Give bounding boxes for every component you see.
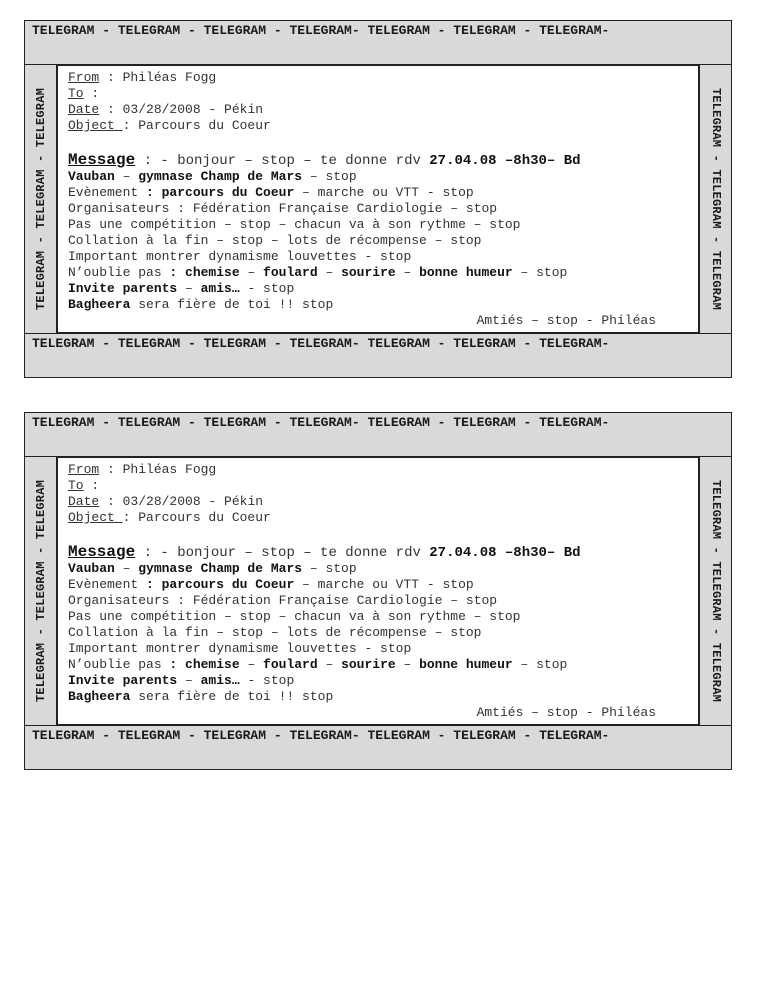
message-line-7: Important montrer dynamisme louvettes - stop xyxy=(68,249,412,264)
message-line-10: Bagheera sera fière de toi !! stop xyxy=(68,689,334,704)
bottom-band xyxy=(25,333,731,377)
message-line: Message : - bonjour – stop – te donne rdv 27.04.08 –8h30– Bd xyxy=(68,151,581,169)
bottom-band xyxy=(25,725,731,769)
message-line-10: Bagheera sera fière de toi !! stop xyxy=(68,297,334,312)
right-side-band xyxy=(699,65,731,333)
message-line-8: N’oublie pas : chemise – foulard – sourire – bonne humeur – stop xyxy=(68,265,568,280)
to-line: To : xyxy=(68,86,100,101)
top-band xyxy=(25,413,731,457)
side-text: TELEGRAM - TELEGRAM - TELEGRAM xyxy=(33,87,48,311)
message-line-5: Pas une compétition – stop – chacun va à son rythme – stop xyxy=(68,609,521,624)
object-line: Object : Parcours du Coeur xyxy=(68,118,271,133)
band-text: TELEGRAM - TELEGRAM - TELEGRAM - TELEGRAM- TELEGRAM - TELEGRAM - TELEGRAM- xyxy=(32,336,610,351)
date-line: Date : 03/28/2008 - Pékin xyxy=(68,494,264,509)
top-band xyxy=(25,21,731,65)
side-text: TELEGRAM - TELEGRAM - TELEGRAM xyxy=(708,87,723,311)
message-line-2: Vauban – gymnase Champ de Mars – stop xyxy=(68,169,357,184)
message-line-2: Vauban – gymnase Champ de Mars – stop xyxy=(68,561,357,576)
telegram-card-2 xyxy=(24,412,732,770)
message-body xyxy=(57,65,699,333)
message-line-3: Evènement : parcours du Coeur – marche ou VTT - stop xyxy=(68,185,474,200)
from-line: From : Philéas Fogg xyxy=(68,462,217,477)
object-line: Object : Parcours du Coeur xyxy=(68,510,271,525)
message-line-4: Organisateurs : Fédération Française Cardiologie – stop xyxy=(68,201,498,216)
message-line-7: Important montrer dynamisme louvettes - stop xyxy=(68,641,412,656)
message-line-3: Evènement : parcours du Coeur – marche ou VTT - stop xyxy=(68,577,474,592)
date-line: Date : 03/28/2008 - Pékin xyxy=(68,102,264,117)
side-text: TELEGRAM - TELEGRAM - TELEGRAM xyxy=(708,479,723,703)
from-line: From : Philéas Fogg xyxy=(68,70,217,85)
message-line-6: Collation à la fin – stop – lots de récompense – stop xyxy=(68,233,482,248)
side-text: TELEGRAM - TELEGRAM - TELEGRAM xyxy=(33,479,48,703)
message-line-6: Collation à la fin – stop – lots de récompense – stop xyxy=(68,625,482,640)
message-line-4: Organisateurs : Fédération Française Cardiologie – stop xyxy=(68,593,498,608)
left-side-band xyxy=(25,457,57,725)
message-line-5: Pas une compétition – stop – chacun va à son rythme – stop xyxy=(68,217,521,232)
message-line: Message : - bonjour – stop – te donne rdv 27.04.08 –8h30– Bd xyxy=(68,543,581,561)
band-text: TELEGRAM - TELEGRAM - TELEGRAM - TELEGRAM- TELEGRAM - TELEGRAM - TELEGRAM- xyxy=(32,23,610,38)
to-line: To : xyxy=(68,478,100,493)
message-body xyxy=(57,457,699,725)
left-side-band xyxy=(25,65,57,333)
message-line-9: Invite parents – amis… - stop xyxy=(68,673,295,688)
message-line-8: N’oublie pas : chemise – foulard – sourire – bonne humeur – stop xyxy=(68,657,568,672)
message-line-9: Invite parents – amis… - stop xyxy=(68,281,295,296)
telegram-card-1 xyxy=(24,20,732,378)
signature: Amtiés – stop - Philéas xyxy=(476,313,656,328)
signature: Amtiés – stop - Philéas xyxy=(476,705,656,720)
band-text: TELEGRAM - TELEGRAM - TELEGRAM - TELEGRAM- TELEGRAM - TELEGRAM - TELEGRAM- xyxy=(32,415,610,430)
right-side-band xyxy=(699,457,731,725)
band-text: TELEGRAM - TELEGRAM - TELEGRAM - TELEGRAM- TELEGRAM - TELEGRAM - TELEGRAM- xyxy=(32,728,610,743)
